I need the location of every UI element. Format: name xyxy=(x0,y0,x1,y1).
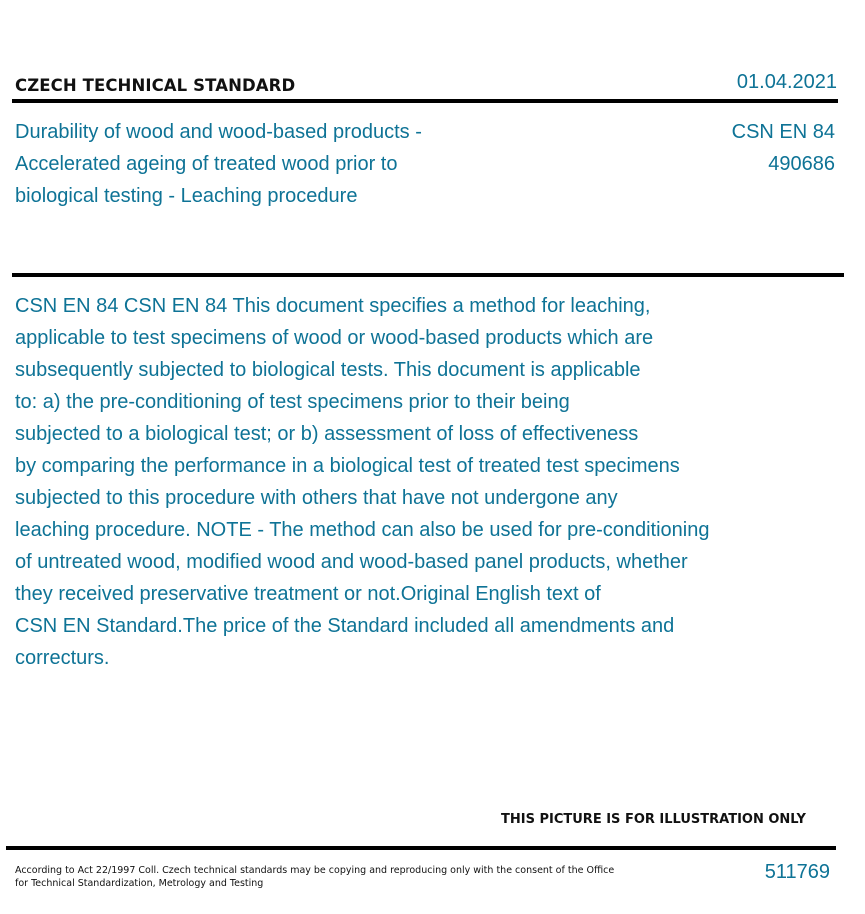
standard-title xyxy=(15,116,422,212)
illustration-disclaimer: THIS PICTURE IS FOR ILLUSTRATION ONLY xyxy=(501,812,806,827)
abstract-line: by comparing the performance in a biological test of treated test specimens xyxy=(15,455,680,477)
abstract-line: leaching procedure. NOTE - The method can also be used for pre-conditioning xyxy=(15,519,710,541)
footer-rule xyxy=(6,846,836,850)
abstract-line: applicable to test specimens of wood or wood-based products which are xyxy=(15,327,654,349)
standard-identifiers xyxy=(732,116,835,180)
abstract-line: subsequently subjected to biological tests. This document is applicable xyxy=(15,359,641,381)
document-id: 511769 xyxy=(764,861,830,883)
standard-heading: CZECH TECHNICAL STANDARD xyxy=(15,76,296,95)
title-line: Durability of wood and wood-based products - xyxy=(15,121,422,143)
abstract-line: CSN EN 84 CSN EN 84 This document specifies a method for leaching, xyxy=(15,295,651,317)
abstract-line: they received preservative treatment or not.Original English text of xyxy=(15,583,601,605)
title-line: Accelerated ageing of treated wood prior to xyxy=(15,153,398,175)
title-rule xyxy=(12,273,844,277)
legal-line: According to Act 22/1997 Coll. Czech technical standards may be copying and reproducing only with the consent of the Office xyxy=(15,865,615,876)
legal-notice xyxy=(15,864,614,890)
header-rule xyxy=(12,99,838,103)
abstract-line: subjected to a biological test; or b) assessment of loss of effectiveness xyxy=(15,423,639,445)
catalog-number: 490686 xyxy=(768,153,835,175)
publication-date: 01.04.2021 xyxy=(736,71,837,93)
standard-abstract xyxy=(15,290,709,674)
abstract-line: correcturs. xyxy=(15,647,110,669)
abstract-line: CSN EN Standard.The price of the Standard included all amendments and xyxy=(15,615,675,637)
legal-line: for Technical Standardization, Metrology and Testing xyxy=(15,878,264,889)
abstract-line: to: a) the pre-conditioning of test specimens prior to their being xyxy=(15,391,570,413)
abstract-line: subjected to this procedure with others that have not undergone any xyxy=(15,487,618,509)
abstract-line: of untreated wood, modified wood and wood-based panel products, whether xyxy=(15,551,688,573)
standard-code: CSN EN 84 xyxy=(731,121,835,143)
title-line: biological testing - Leaching procedure xyxy=(15,185,358,207)
